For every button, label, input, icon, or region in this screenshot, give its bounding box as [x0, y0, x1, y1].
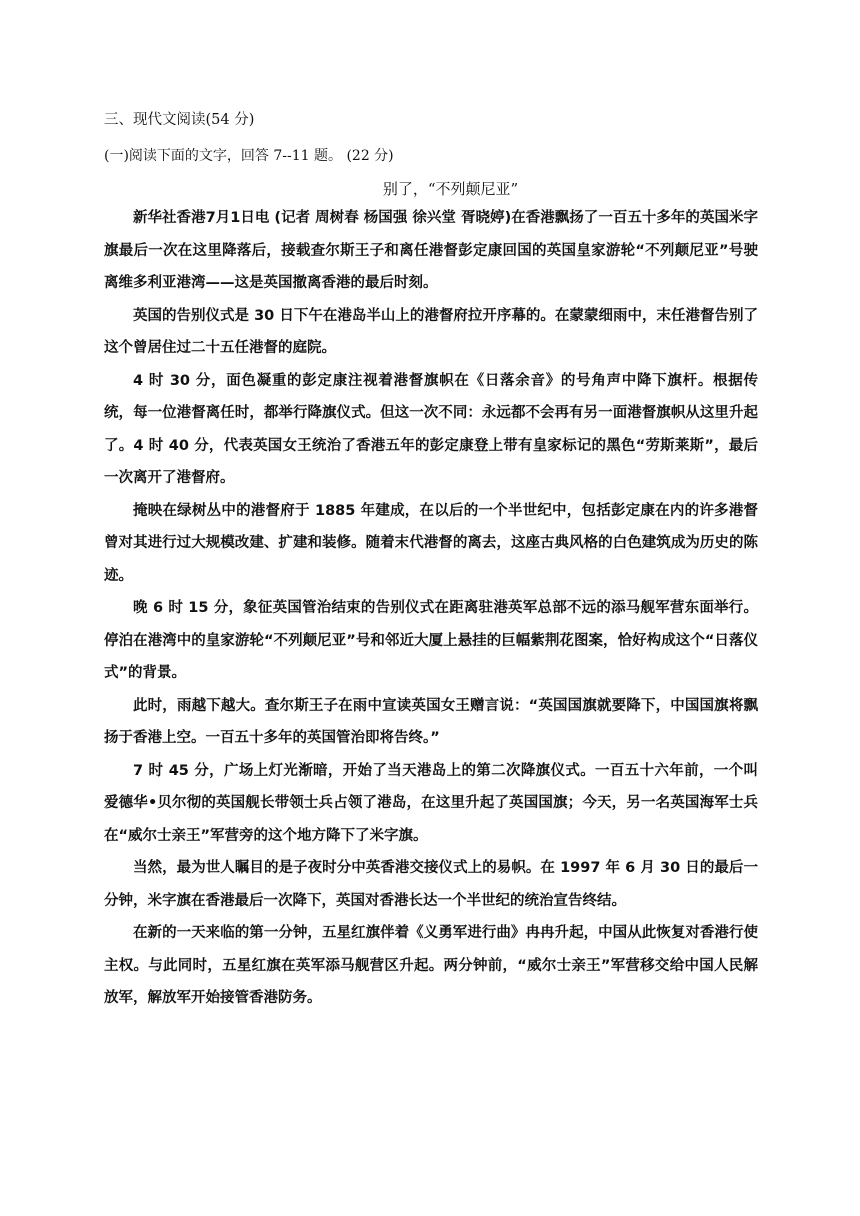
paragraph: 新华社香港7月1日电 (记者 周树春 杨国强 徐兴堂 胥晓婷)在香港飘扬了一百五十多年的英国米字旗最后一次在这里降落后，接载查尔斯王子和离任港督彭定康回国的英国皇家游轮“不列颠尼亚”号驶离维多利亚港湾——这是英国撤离香港的最后时刻。 [104, 210, 758, 291]
paragraph: 当然，最为世人瞩目的是子夜时分中英香港交接仪式上的易帜。在 1997 年 6 月 30 日的最后一分钟，米字旗在香港最后一次降下，英国对香港长达一个半世纪的统治宣告终结。 [104, 860, 758, 909]
paragraph: 英国的告别仪式是 30 日下午在港岛半山上的港督府拉开序幕的。在蒙蒙细雨中，末任港督告别了这个曾居住过二十五任港督的庭院。 [104, 307, 758, 356]
question-instruction: (一)阅读下面的文字，回答 7--11 题。 (22 分) [104, 148, 394, 164]
paragraph: 4 时 30 分，面色凝重的彭定康注视着港督旗帜在《日落余音》的号角声中降下旗杆。根据传统，每一位港督离任时，都举行降旗仪式。但这一次不同：永远都不会再有另一面港督旗帜从这里升起了。4 时 40 分，代表英国女王统治了香港五年的彭定康登上带有皇家标记的黑色“劳斯莱斯”，最后一次离开了港督府。 [104, 372, 758, 486]
article-title: 别了，“不列颠尼亚” [382, 180, 519, 198]
paragraph: 在新的一天来临的第一分钟，五星红旗伴着《义勇军进行曲》冉冉升起，中国从此恢复对香港行使主权。与此同时，五星红旗在英军添马舰营区升起。两分钟前，“威尔士亲王”军营移交给中国人民解放军，解放军开始接管香港防务。 [104, 925, 758, 1006]
paragraph: 掩映在绿树丛中的港督府于 1885 年建成，在以后的一个半世纪中，包括彭定康在内的许多港督曾对其进行过大规模改建、扩建和装修。随着末代港督的离去，这座古典风格的白色建筑成为历史的陈迹。 [104, 502, 758, 584]
paragraph: 7 时 45 分，广场上灯光渐暗，开始了当天港岛上的第二次降旗仪式。一百五十六年前，一个叫爱德华•贝尔彻的英国舰长带领士兵占领了港岛，在这里升起了英国国旗；今天，另一名英国海军士兵在“威尔士亲王”军营旁的这个地方降下了米字旗。 [104, 762, 758, 844]
paragraph: 此时，雨越下越大。查尔斯王子在雨中宣读英国女王赠言说：“英国国旗就要降下，中国国旗将飘扬于香港上空。一百五十多年的英国管治即将告终。” [104, 697, 758, 746]
paragraph: 晚 6 时 15 分，象征英国管治结束的告别仪式在距离驻港英军总部不远的添马舰军营东面举行。停泊在港湾中的皇家游轮“不列颠尼亚”号和邻近大厦上悬挂的巨幅紫荆花图案，恰好构成这个“日落仪式”的背景。 [104, 600, 758, 681]
section-heading: 三、现代文阅读(54 分) [104, 112, 255, 128]
article-body [104, 202, 758, 1015]
